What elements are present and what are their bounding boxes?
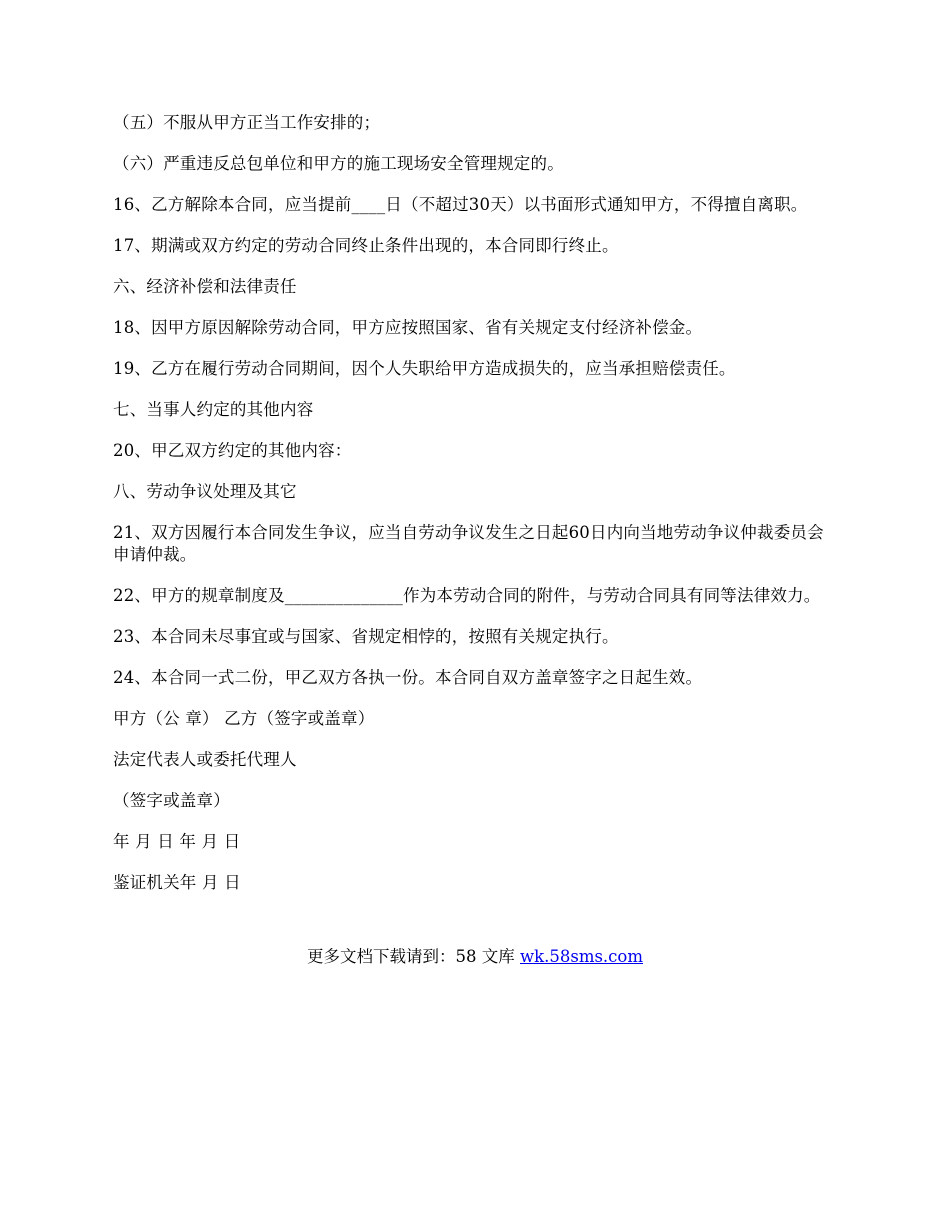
clause-six-item: （六）严重违反总包单位和甲方的施工现场安全管理规定的。 — [113, 154, 564, 173]
footer-text: 更多文档下载请到：58 文库 — [306, 947, 520, 966]
clause-19: 19、乙方在履行劳动合同期间，因个人失职给甲方造成损失的，应当承担赔偿责任。 — [113, 359, 736, 378]
signature-parties: 甲方（公 章） 乙方（签字或盖章） — [113, 709, 375, 728]
clause-22: 22、甲方的规章制度及______________作为本劳动合同的附件，与劳动合同具有同等法律效力。 — [113, 586, 821, 605]
footer — [0, 946, 950, 968]
footer-link[interactable]: wk.58sms.com — [519, 947, 643, 966]
clause-20: 20、甲乙双方约定的其他内容： — [113, 441, 352, 460]
clause-five-item: （五）不服从甲方正当工作安排的； — [113, 113, 381, 132]
section-heading-7: 七、当事人约定的其他内容 — [113, 400, 314, 419]
certification-authority-date: 鉴证机关年 月 日 — [113, 873, 241, 892]
section-heading-6: 六、经济补偿和法律责任 — [113, 277, 297, 296]
clause-23: 23、本合同未尽事宜或与国家、省规定相悖的，按照有关规定执行。 — [113, 627, 619, 646]
clause-24: 24、本合同一式二份，甲乙双方各执一份。本合同自双方盖章签字之日起生效。 — [113, 668, 703, 687]
sign-or-seal: （签字或盖章） — [113, 791, 230, 810]
signature-dates: 年 月 日 年 月 日 — [113, 832, 241, 851]
legal-representative: 法定代表人或委托代理人 — [113, 750, 297, 769]
section-heading-8: 八、劳动争议处理及其它 — [113, 482, 297, 501]
clause-21: 21、双方因履行本合同发生争议，应当自劳动争议发生之日起60日内向当地劳动争议仲裁委员会申请仲裁。 — [113, 523, 824, 564]
document-body — [113, 112, 833, 913]
clause-16: 16、乙方解除本合同，应当提前____日（不超过30天）以书面形式通知甲方，不得擅自离职。 — [113, 195, 808, 214]
clause-18: 18、因甲方原因解除劳动合同，甲方应按照国家、省有关规定支付经济补偿金。 — [113, 318, 703, 337]
clause-17: 17、期满或双方约定的劳动合同终止条件出现的，本合同即行终止。 — [113, 236, 619, 255]
